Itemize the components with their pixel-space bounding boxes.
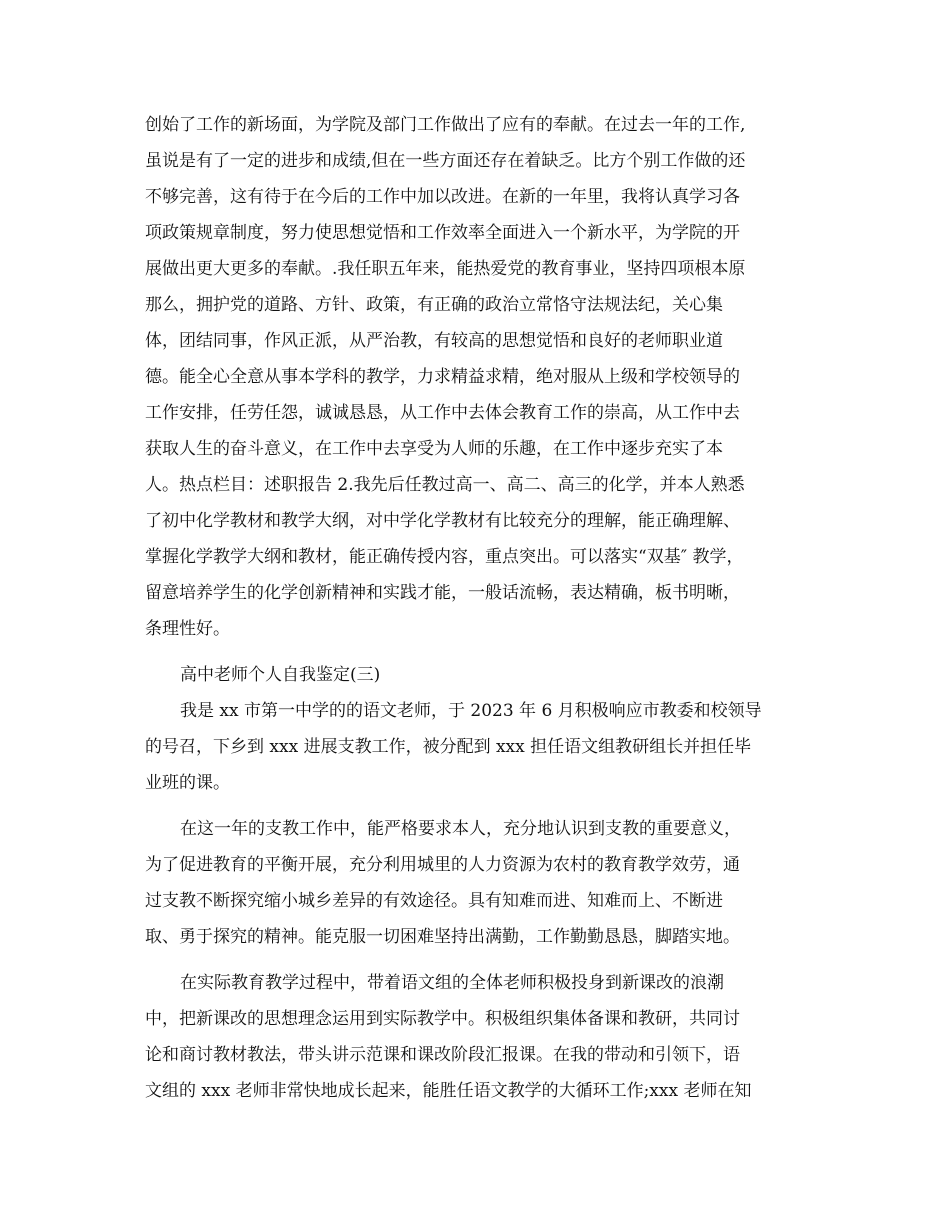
text-line: 中，把新课改的思想理念运用到实际教学中。积极组织集体备课和教研，共同讨 — [145, 1009, 740, 1029]
text-line: 业班的课。 — [145, 773, 230, 793]
text-line: 虽说是有了一定的进步和成绩,但在一些方面还存在着缺乏。比方个别工作做的还 — [145, 151, 746, 171]
text-line: 留意培养学生的化学创新精神和实践才能，一般话流畅，表达精确，板书明晰， — [145, 583, 740, 603]
text-line: 德。能全心全意从事本学科的教学，力求精益求精，绝对服从上级和学校领导的 — [145, 367, 740, 387]
text-line: 掌握化学教学大纲和教材，能正确传授内容，重点突出。可以落实“双基″ 教学， — [145, 547, 744, 567]
text-line: 工作安排，任劳任怨，诚诚恳恳，从工作中去体会教育工作的崇高，从工作中去 — [145, 403, 740, 423]
paragraph-start-line: 在实际教育教学过程中，带着语文组的全体老师积极投身到新课改的浪潮 — [180, 973, 724, 993]
text-line: 取、勇于探究的精神。能克服一切困难坚持出满勤，工作勤勤恳恳，脚踏实地。 — [145, 927, 740, 947]
paragraph-start-line: 在这一年的支教工作中，能严格要求本人，充分地认识到支教的重要意义， — [180, 819, 741, 839]
text-line: 的号召，下乡到 xxx 进展支教工作，被分配到 xxx 担任语文组教研组长并担任毕 — [145, 737, 752, 757]
text-line: 创始了工作的新场面，为学院及部门工作做出了应有的奉献。在过去一年的工作, — [145, 115, 746, 135]
text-line: 论和商讨教材教法，带头讲示范课和课改阶段汇报课。在我的带动和引领下，语 — [145, 1045, 740, 1065]
text-line: 不够完善，这有待于在今后的工作中加以改进。在新的一年里，我将认真学习各 — [145, 187, 740, 207]
text-line: 体，团结同事，作风正派，从严治教，有较高的思想觉悟和良好的老师职业道 — [145, 331, 723, 351]
section-heading: 高中老师个人自我鉴定(三) — [180, 665, 381, 685]
paragraph-start-line: 我是 xx 市第一中学的的语文老师，于 2023 年 6 月积极响应市教委和校领导 — [180, 701, 762, 721]
text-line: 获取人生的奋斗意义，在工作中去享受为人师的乐趣，在工作中逐步充实了本 — [145, 439, 723, 459]
text-line: 文组的 xxx 老师非常快地成长起来，能胜任语文教学的大循环工作;xxx 老师在知 — [145, 1081, 752, 1101]
text-line: 了初中化学教材和教学大纲，对中学化学教材有比较充分的理解，能正确理解、 — [145, 511, 740, 531]
text-line: 为了促进教育的平衡开展，充分利用城里的人力资源为农村的教育教学效劳，通 — [145, 855, 740, 875]
text-line: 条理性好。 — [145, 619, 230, 639]
text-line: 项政策规章制度，努力使思想觉悟和工作效率全面进入一个新水平，为学院的开 — [145, 223, 740, 243]
text-line: 过支教不断探究缩小城乡差异的有效途径。具有知难而进、知难而上、不断进 — [145, 891, 723, 911]
text-line: 展做出更大更多的奉献。.我任职五年来，能热爱党的教育事业，坚持四项根本原 — [145, 259, 746, 279]
text-line: 那么，拥护党的道路、方针、政策，有正确的政治立常恪守法规法纪，关心集 — [145, 295, 723, 315]
text-line: 人。热点栏目：述职报告 2.我先后任教过高一、高二、高三的化学，并本人熟悉 — [145, 475, 745, 495]
